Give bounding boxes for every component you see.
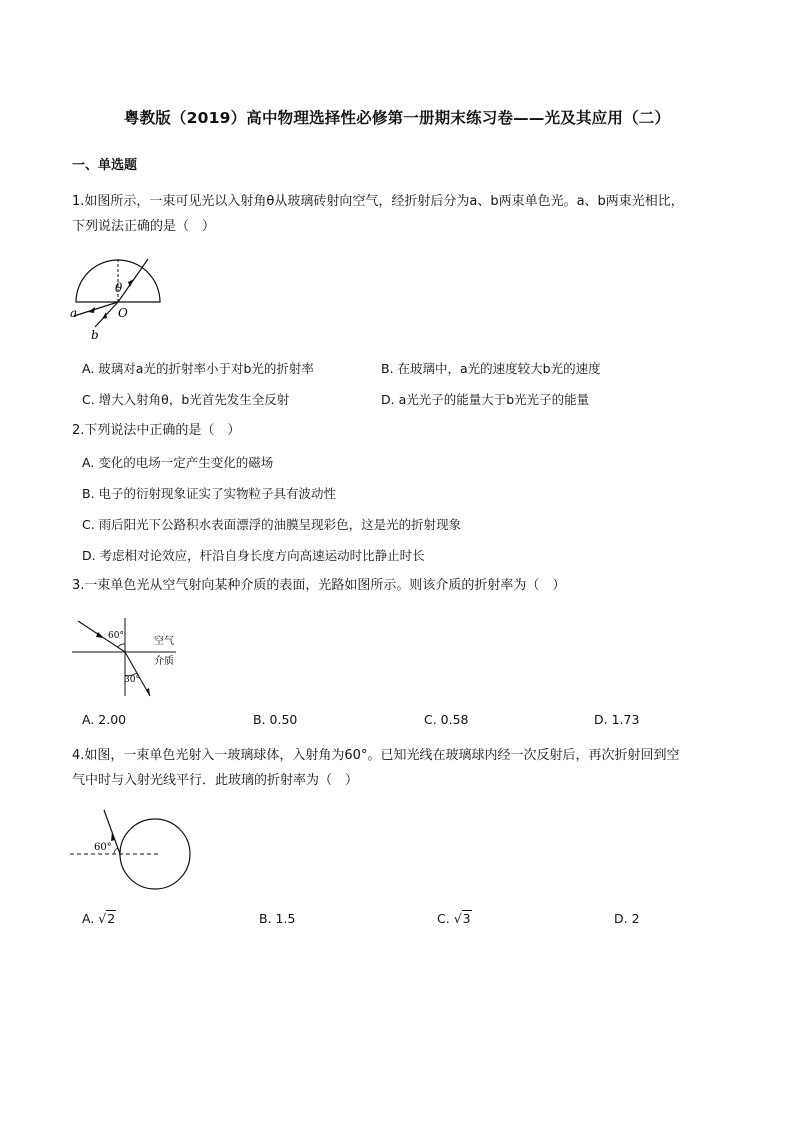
q4-option-c[interactable] [437, 911, 472, 926]
q4-option-a[interactable] [82, 911, 116, 926]
question-4-figure [68, 808, 198, 892]
question-3-figure [70, 614, 190, 700]
q4-option-c-radicand: 3 [462, 911, 471, 926]
angle-60-label: 60° [108, 631, 124, 641]
section-heading: 一、单选题 [72, 158, 138, 173]
q4-option-a-radicand: 2 [107, 911, 116, 926]
question-1-stem [72, 189, 732, 239]
q2-option-c[interactable]: C. 雨后阳光下公路积水表面漂浮的油膜呈现彩色，这是光的折射现象 [82, 517, 462, 532]
question-2-stem: 2.下列说法中正确的是（ ） [72, 423, 241, 438]
question-4-line-2: 气中时与入射光线平行．此玻璃的折射率为（ ） [72, 773, 359, 788]
label-a: a [70, 306, 78, 320]
q1-option-c[interactable]: C. 增大入射角θ，b光首先发生全反射 [82, 392, 290, 407]
theta-label: θ [115, 281, 123, 295]
angle-60-label: 60° [94, 842, 112, 853]
question-4-stem [72, 743, 732, 793]
medium-label: 介质 [154, 656, 174, 667]
q3-option-b[interactable]: B. 0.50 [253, 712, 298, 727]
question-1-line-2: 下列说法正确的是（ ） [72, 219, 216, 234]
question-3-stem: 3.一束单色光从空气射向某种介质的表面，光路如图所示。则该介质的折射率为（ ） [72, 578, 566, 593]
refracted-ray [125, 652, 150, 696]
sqrt-symbol: √2 [98, 911, 116, 926]
q2-option-b[interactable]: B. 电子的衍射现象证实了实物粒子具有波动性 [82, 486, 337, 501]
q4-option-d[interactable]: D. 2 [614, 911, 640, 926]
q3-option-d[interactable]: D. 1.73 [594, 712, 640, 727]
q2-option-a[interactable]: A. 变化的电场一定产生变化的磁场 [82, 455, 274, 470]
q3-option-c[interactable]: C. 0.58 [424, 712, 469, 727]
q1-option-a[interactable]: A. 玻璃对a光的折射率小于对b光的折射率 [82, 361, 314, 376]
q1-option-b[interactable]: B. 在玻璃中，a光的速度较大b光的速度 [381, 361, 601, 376]
q2-option-d[interactable]: D. 考虑相对论效应，杆沿自身长度方向高速运动时比静止时长 [82, 548, 425, 563]
sqrt-symbol: √3 [453, 911, 471, 926]
q4-option-a-prefix: A. [82, 911, 99, 926]
label-b: b [91, 328, 99, 342]
question-4-line-1: 4.如图，一束单色光射入一玻璃球体，入射角为60°。已知光线在玻璃球内经一次反射后，再次折射回到空 [72, 748, 680, 763]
q4-option-b[interactable]: B. 1.5 [259, 911, 296, 926]
label-O: O [118, 306, 128, 320]
q4-option-c-prefix: C. [437, 911, 454, 926]
q3-option-a[interactable]: A. 2.00 [82, 712, 127, 727]
angle-30-label: 30° [124, 675, 140, 685]
question-1-figure [68, 255, 168, 345]
question-1-line-1: 1.如图所示，一束可见光以入射角θ从玻璃砖射向空气，经折射后分为a、b两束单色光。a、b两束光相比， [72, 194, 684, 209]
page-title: 粤教版（2019）高中物理选择性必修第一册期末练习卷——光及其应用（二） [123, 109, 671, 127]
q1-option-d[interactable]: D. a光光子的能量大于b光光子的能量 [381, 392, 590, 407]
air-label: 空气 [154, 636, 174, 647]
